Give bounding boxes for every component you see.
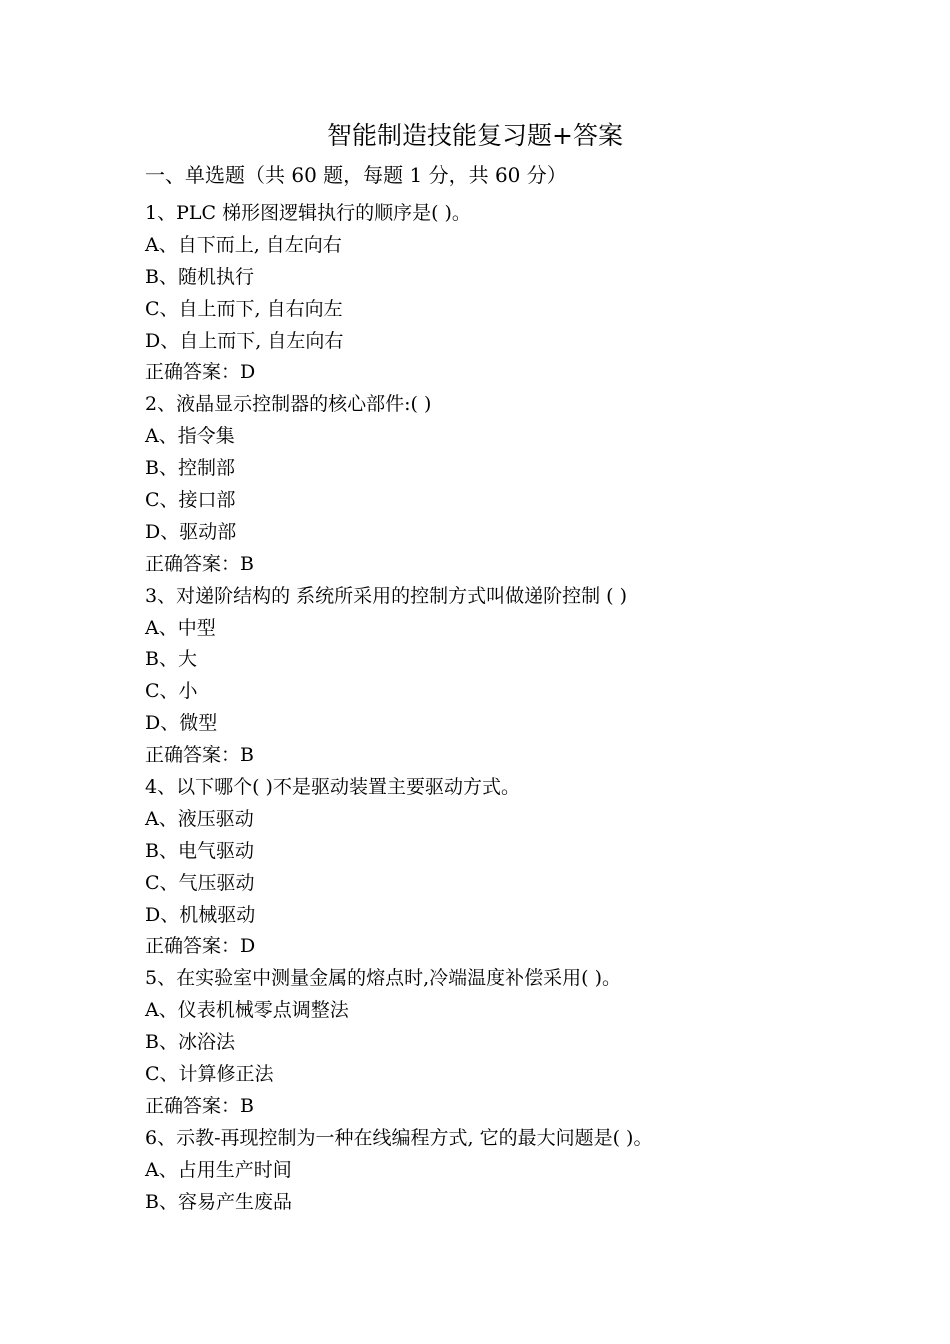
question-line: 5、在实验室中测量金属的熔点时,冷端温度补偿采用( )。	[145, 967, 621, 990]
question-line: 1、PLC 梯形图逻辑执行的顺序是( )。	[145, 202, 471, 224]
option-line: A、液压驱动	[145, 807, 254, 830]
option-line: B、电气驱动	[145, 839, 254, 862]
option-line: D、驱动部	[145, 520, 237, 543]
option-line: C、气压驱动	[145, 871, 255, 894]
option-line: D、微型	[145, 712, 218, 735]
option-line: C、自上而下, 自右向左	[145, 297, 343, 320]
option-line: C、小	[145, 680, 198, 703]
question-line: 2、液晶显示控制器的核心部件:( )	[145, 393, 432, 416]
option-line: D、自上而下, 自左向右	[145, 329, 344, 352]
option-line: D、机械驱动	[145, 903, 256, 926]
question-list	[145, 198, 845, 1219]
option-line: A、中型	[145, 616, 216, 639]
section-heading: 一、单选题（共 60 题，每题 1 分，共 60 分）	[145, 163, 567, 187]
option-line: A、自下而上, 自左向右	[145, 233, 342, 256]
question-line: 6、示教-再现控制为一种在线编程方式, 它的最大问题是( )。	[145, 1126, 653, 1149]
option-line: A、指令集	[145, 425, 235, 448]
option-line: B、冰浴法	[145, 1031, 235, 1054]
option-line: B、容易产生废品	[145, 1190, 292, 1213]
document-title: 智能制造技能复习题+答案	[327, 121, 623, 150]
option-line: B、随机执行	[145, 265, 254, 288]
option-line: B、控制部	[145, 457, 235, 480]
option-line: A、占用生产时间	[145, 1158, 292, 1181]
answer-line: 正确答案：B	[145, 1094, 254, 1117]
option-line: C、接口部	[145, 489, 236, 512]
question-line: 3、对递阶结构的 系统所采用的控制方式叫做递阶控制 ( )	[145, 584, 628, 607]
answer-line: 正确答案：D	[145, 361, 256, 384]
answer-line: 正确答案：D	[145, 935, 256, 958]
option-line: A、仪表机械零点调整法	[145, 999, 349, 1022]
answer-line: 正确答案：B	[145, 552, 254, 575]
answer-line: 正确答案：B	[145, 744, 254, 767]
option-line: B、大	[145, 648, 197, 671]
question-line: 4、以下哪个( )不是驱动装置主要驱动方式。	[145, 776, 520, 799]
option-line: C、计算修正法	[145, 1063, 274, 1086]
